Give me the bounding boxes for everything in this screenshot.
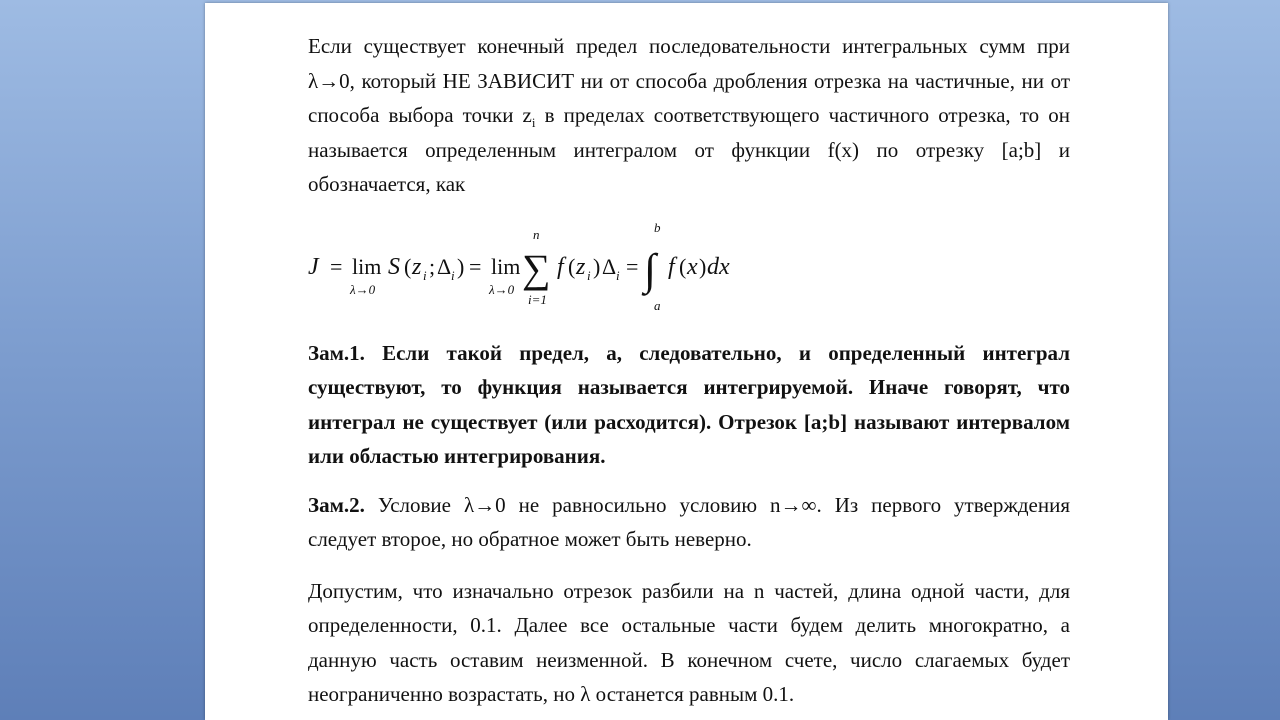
- formula-z-1: z: [412, 253, 422, 280]
- formula-sum-bottom: i=1: [528, 291, 547, 307]
- example-paragraph: Допустим, что изначально отрезок разбили на n частей, длина одной части, для определенности, 0.1. Далее все остальные части будем делить многократно, а данную часть оставим неизменной. В конечном счете, число слагаемых будет неограниченно возрастать, но λ останется равным 0.1.: [308, 578, 1070, 706]
- definition-text-part2: в пределах соответствующего частичного отрезка, то он называется определенным интегралом от функции f(x) по отрезку [a;b] и обозначается, как: [308, 103, 1070, 196]
- formula-i-4: i: [616, 267, 620, 283]
- formula-paren-open-3: (: [679, 253, 687, 279]
- formula-J: J: [308, 253, 319, 280]
- formula-f-2: f: [668, 253, 675, 280]
- formula-lim-under-2: λ→0: [489, 281, 515, 297]
- formula-int-top: b: [654, 221, 661, 235]
- formula-paren-open-2: (: [568, 253, 576, 279]
- remark-2-text: Условие λ→0 не равносильно условию n→∞. Из первого утверждения следует второе, но обратное может быть неверно.: [308, 492, 1070, 551]
- integral-formula: [308, 222, 1070, 314]
- formula-i-2: i: [451, 267, 455, 283]
- formula-x: x: [687, 253, 698, 280]
- formula-int-bottom: a: [654, 297, 661, 313]
- formula-lim-1: lim: [352, 253, 382, 279]
- formula-delta-2: Δ: [602, 253, 617, 279]
- formula-paren-open-1: (: [404, 253, 412, 279]
- formula-eq-3: =: [626, 253, 639, 279]
- definition-text-part1: Если существует конечный предел последовательности интегральных сумм при λ→0, который НЕ ЗАВИСИТ ни от способа дробления отрезка на частичные, ни от способа выбора точки z: [308, 34, 1070, 127]
- formula-paren-close-2: ): [593, 253, 601, 279]
- remark-2-label: Зам.2.: [308, 492, 365, 517]
- formula-sum: ∑: [522, 245, 551, 291]
- formula-f-1: f: [557, 253, 564, 280]
- formula-lim-2: lim: [491, 253, 521, 279]
- remark-1: Зам.1. Если такой предел, а, следовательно, и определенный интеграл существуют, то функция называется интегрируемой. Иначе говорят, что интеграл не существует (или расходится). Отрезок [a;b] называют интервалом или областью интегрирования.: [308, 340, 1070, 468]
- formula-eq-1: =: [330, 253, 343, 279]
- formula-S: S: [388, 253, 400, 280]
- formula-integral: ∫: [644, 244, 657, 294]
- formula-i-1: i: [423, 267, 427, 283]
- document-page: [205, 3, 1168, 720]
- formula-paren-close-3: ): [699, 253, 707, 279]
- formula-semicolon: ;: [429, 253, 436, 279]
- formula-dx: dx: [707, 253, 730, 280]
- formula-svg: [308, 222, 768, 314]
- formula-paren-close-1: ): [457, 253, 465, 279]
- subscript-i: i: [531, 115, 536, 131]
- formula-eq-2: =: [469, 253, 482, 279]
- remark-2: [308, 488, 1070, 557]
- document-content: [308, 29, 1070, 712]
- formula-z-2: z: [576, 253, 586, 280]
- formula-sum-top: n: [533, 226, 540, 242]
- formula-lim-under-1: λ→0: [350, 281, 376, 297]
- formula-i-3: i: [587, 267, 591, 283]
- formula-delta-1: Δ: [437, 253, 452, 279]
- definition-paragraph: [308, 29, 1070, 202]
